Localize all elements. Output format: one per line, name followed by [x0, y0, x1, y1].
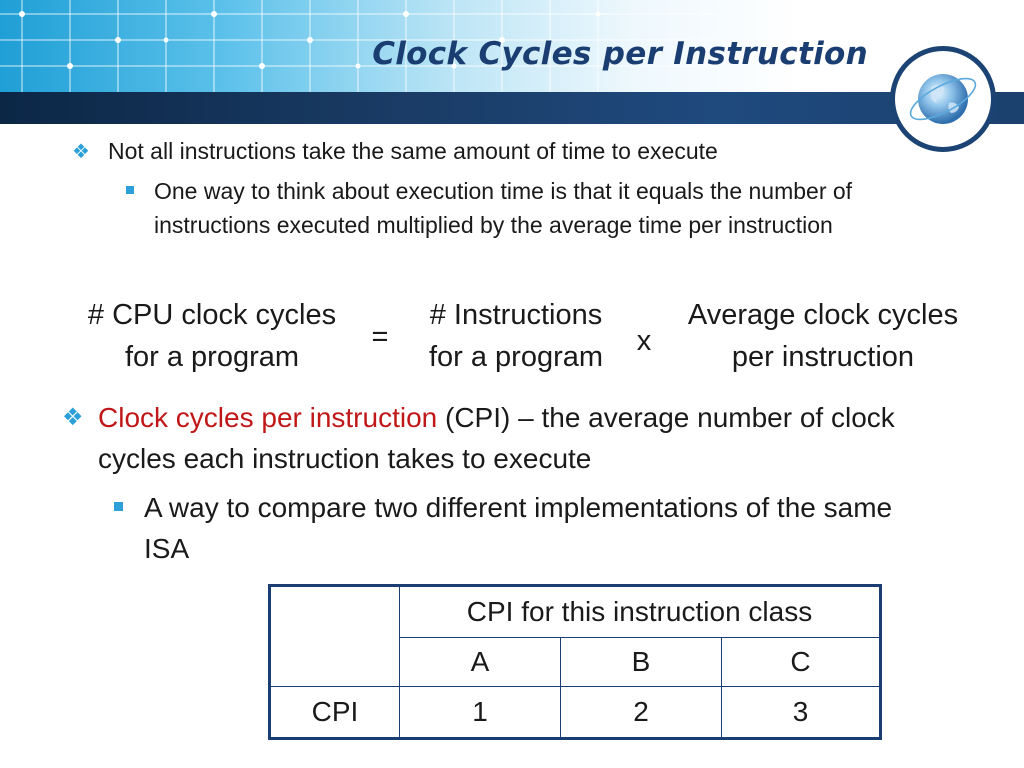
formula-text: for a program — [428, 341, 604, 373]
globe-logo-icon — [890, 46, 996, 152]
cpi-term: Clock cycles per instruction — [98, 402, 438, 433]
bullet-level2 — [114, 487, 934, 569]
formula-term1 — [406, 294, 626, 378]
bullet-text — [98, 397, 958, 479]
table-row — [270, 687, 881, 739]
table-row — [270, 586, 881, 638]
class-cell: B — [561, 637, 722, 687]
value-cell: 2 — [561, 687, 722, 739]
value-cell: 3 — [722, 687, 881, 739]
diamond-bullet-icon: ❖ — [72, 139, 90, 163]
header-bar — [0, 92, 1024, 124]
formula-term2 — [660, 294, 986, 378]
formula-text: Average clock cycles — [687, 299, 959, 331]
bullet-text: One way to think about execution time is that it equals the number of instructions executed multiplied by the average time per instruction — [154, 178, 853, 238]
diamond-bullet-icon: ❖ — [62, 403, 84, 431]
formula-text: for a program — [124, 341, 300, 373]
bullet-level1 — [72, 134, 718, 168]
bullet-text: A way to compare two different implementations of the same ISA — [144, 492, 893, 564]
square-bullet-icon — [126, 174, 154, 208]
times-sign: x — [636, 325, 652, 357]
formula-lhs — [58, 294, 366, 378]
table-corner-cell — [270, 586, 400, 687]
bullet-level1 — [62, 397, 962, 479]
bullet-text: Not all instructions take the same amount of time to execute — [108, 138, 718, 164]
row-label-cell: CPI — [270, 687, 400, 739]
formula-text: per instruction — [731, 341, 915, 373]
bullet-level2 — [126, 174, 946, 242]
value-cell: 1 — [400, 687, 561, 739]
cpi-table — [268, 584, 882, 740]
slide-title: Clock Cycles per Instruction — [372, 36, 868, 72]
formula-text: # Instructions — [429, 299, 603, 331]
cpi-definition: (CPI) – the average number of clock cycles each instruction takes to execute — [98, 402, 895, 474]
equals-sign: = — [371, 321, 389, 353]
table-header-cell: CPI for this instruction class — [400, 586, 881, 638]
formula-text: # CPU clock cycles — [87, 299, 337, 331]
class-cell: A — [400, 637, 561, 687]
square-bullet-icon — [114, 487, 144, 528]
class-cell: C — [722, 637, 881, 687]
